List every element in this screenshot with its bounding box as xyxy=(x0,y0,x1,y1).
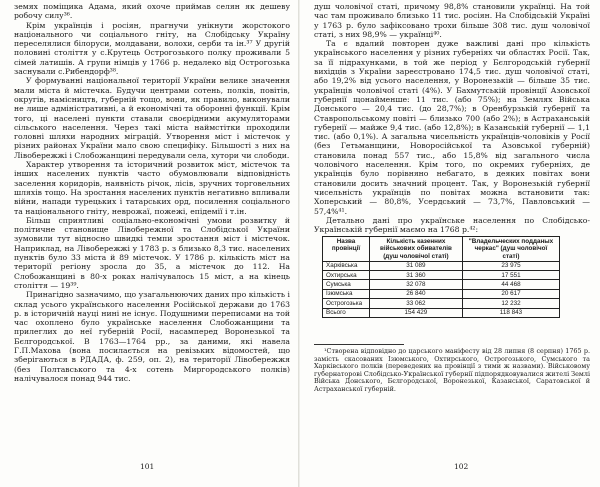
table-cell: 44 468 xyxy=(462,280,559,289)
paragraph: Більш сприятливі соціально-економічні умови розвитку й політичне становище Лівобережної та Слобідської України зумовили тут відносно швидкі темпи зростання міст і містечок. Наприклад, на Лівобережжі у 1783 р. з близько 8,3 тис. населених пунктів було 33 міста й 89 містечок. У 1786 р. кількість міст на території регіону зросла до 35, а містечок до 112. На Слобожанщині в 80-х роках налічувалось 15 міст, а на кінець століття — 19³⁹. xyxy=(14,215,290,290)
table-cell: 31 089 xyxy=(369,261,462,270)
paragraph: земях поміщика Адама, який охоче приймав селян як дешеву робочу силу³⁶. xyxy=(14,2,290,21)
table-cell: 20 617 xyxy=(462,289,559,298)
footnote: ¹Створена відповідно до царського маніфесту від 28 липня (8 серпня) 1765 р. замість скасованих Ізюмського, Охтирського, Острогозького, Сумського та Харківського полків (переведених на провінції з тими ж назвами). Військовому губернаторові Слобідсько-Української губернії підпорядковувалися жителі Землі Війська Донського, Бєлгородської, Воронезької, Казанської, Саратовської й Астраханської губерній. xyxy=(314,347,590,394)
footnote-divider xyxy=(314,344,404,345)
column-header: "Владельческих подданых черкас" (душ чоловічої статі) xyxy=(462,237,559,261)
table-cell: Острогозька xyxy=(323,299,370,308)
column-header: Кількість казенних військових обивателів (душ чоловічої статі) xyxy=(369,237,462,261)
table-row xyxy=(323,261,560,270)
table-cell: 12 232 xyxy=(462,299,559,308)
paragraph: Характер утворення та історичний розвиток міст, містечок та інших населених пунктів часто обумовлювали відповідність заселення коридорів, наявність річок, лісів, зручних торговельних шляхів тощо. На зростання населених пунктів негативно впливали війни, напади турецьких і татарських орд, посилення соціального та національного гніту, неврожаї, пожежі, епідемії і т.ін. xyxy=(14,160,290,216)
table-cell: 31 360 xyxy=(369,271,462,280)
table-cell: Ізюмська xyxy=(323,289,370,298)
table-cell: 23 975 xyxy=(462,261,559,270)
paragraph: Крім українців і росіян, прагнучи унікнути жорстокого національного чи соціального гніту, на Слобідську Україну переселялися білоруси, молдавани, волохи, серби та ін.³⁷ У другій половині століття у с.Крутець Острогозького полку проживали 5 сімей латишів. А групи німців у 1766 р. недалеко від Острогозька заснували с.Рибендорф³⁸. xyxy=(14,20,290,77)
column-header: Назва провінції xyxy=(323,237,370,261)
population-table xyxy=(322,236,560,318)
table-cell: Сумська xyxy=(323,280,370,289)
table-cell: 32 078 xyxy=(369,280,462,289)
page-number: 102 xyxy=(454,461,469,471)
table-row xyxy=(323,280,560,289)
table-header-row xyxy=(323,237,560,261)
table-cell: 33 062 xyxy=(369,299,462,308)
paragraph: Принагідно зазначимо, що узагальнюючих даних про кількість і склад усього українського населення Російської держави до 1763 р. в історичній науці нині не існує. Подушними переписами на той час охоплено було українське населення Слобожанщини та прилеглих до неї губерній Росії, насамперед Воронезької та Бєлгородської. В 1763—1764 рр., за даними, які навела Г.П.Махова (вона посилається на ревізьких відомостей, що зберігаються в РДАДА, ф. 259, оп. 2), на території Лівобережжя (без Полтавського та 4-х сотень Миргородського полків) налічувалося понад 944 тис. xyxy=(14,290,290,383)
book-gutter xyxy=(298,0,300,487)
paragraph: У формуванні національної території України велике значення мали міста й містечка. Будучи центрами сотень, полків, повітів, округів, намісництв, губерній тощо, вони, як правило, виконували не лише адміністративні, а й економічні та оборонні функції. Крім того, ці населені пункти ставали своєрідними акумуляторами сільського населення. Через такі міста наймстітки проходили головні шляхи народних міграцій. Утворення міст і містечок у різних районах України мало свою специфіку. Більшості з них на Лівобережжі і Слобожанщині передували села, хутори чи слободи. xyxy=(14,76,290,160)
page-number: 101 xyxy=(140,461,155,471)
left-page xyxy=(14,2,290,472)
table-caption: Детально дані про українське населення по Слобідсько-Українській губернії маємо на 1768 р.⁴²: xyxy=(314,215,590,235)
table-cell: 17 551 xyxy=(462,271,559,280)
right-page xyxy=(314,2,590,472)
paragraph: душ чоловічої статі, причому 98,8% становили українці. На той час там проживало близько 11 тис. росіян. На Слобідській Україні у 1763 р. було зафіксовано трохи більше 308 тис. душ чоловічої статі, з них 98,9% — українці⁴⁰. xyxy=(314,2,590,39)
table-cell: Харківська xyxy=(323,261,370,270)
table-row xyxy=(323,289,560,298)
paragraph: Та є вдалий повторен дуже важливі дані про кількість українського населення у різних губерніях чи областях Росії. Так, за її підрахунками, в той же період у Бєлгородській губернії вихідців з України зареєстровано 174,5 тис. душ чоловічої статі, або 19,2% від усього населення, у Воронезькій — більше 35 тис. українців чоловічої статі (4%). У Бахмутській провінції Азовської губернії щонайменше: 11 тис. (або 75%); на Землях Війська Донського — 20,4 тис. (до 28,7%); в Оренбурзькій губернії та Ставропольському повіті — близько 700 (або 2%); в Астраханській губернії — майже 9,4 тис. (або 12,8%); в Казанській губернії — 1,1 тис. (або 0,1%). А загальна чисельність українців-чоловіків у Росії (без Гетьманщини, Новоросійської та Азовської губерній) становила понад 557 тис., або 15,8% від загального числа чоловічого населення. Крім того, по окремих губерніях, де українців було порівняно небагато, в деяких повітах вони становили досить значний процент. Так, у Воронезькій губернії чисельність українців по повітах можна встановити так: Хоперський — 80,8%, Усердський — 73,7%, Павловський — 57,4%⁴¹. xyxy=(314,39,590,216)
table-cell: 26 840 xyxy=(369,289,462,298)
table-cell: Всього xyxy=(323,308,370,317)
table-row xyxy=(323,308,560,317)
table-cell: 118 843 xyxy=(462,308,559,317)
table-cell: 154 429 xyxy=(369,308,462,317)
table-row xyxy=(323,271,560,280)
table-row xyxy=(323,299,560,308)
table-cell: Охтирська xyxy=(323,271,370,280)
